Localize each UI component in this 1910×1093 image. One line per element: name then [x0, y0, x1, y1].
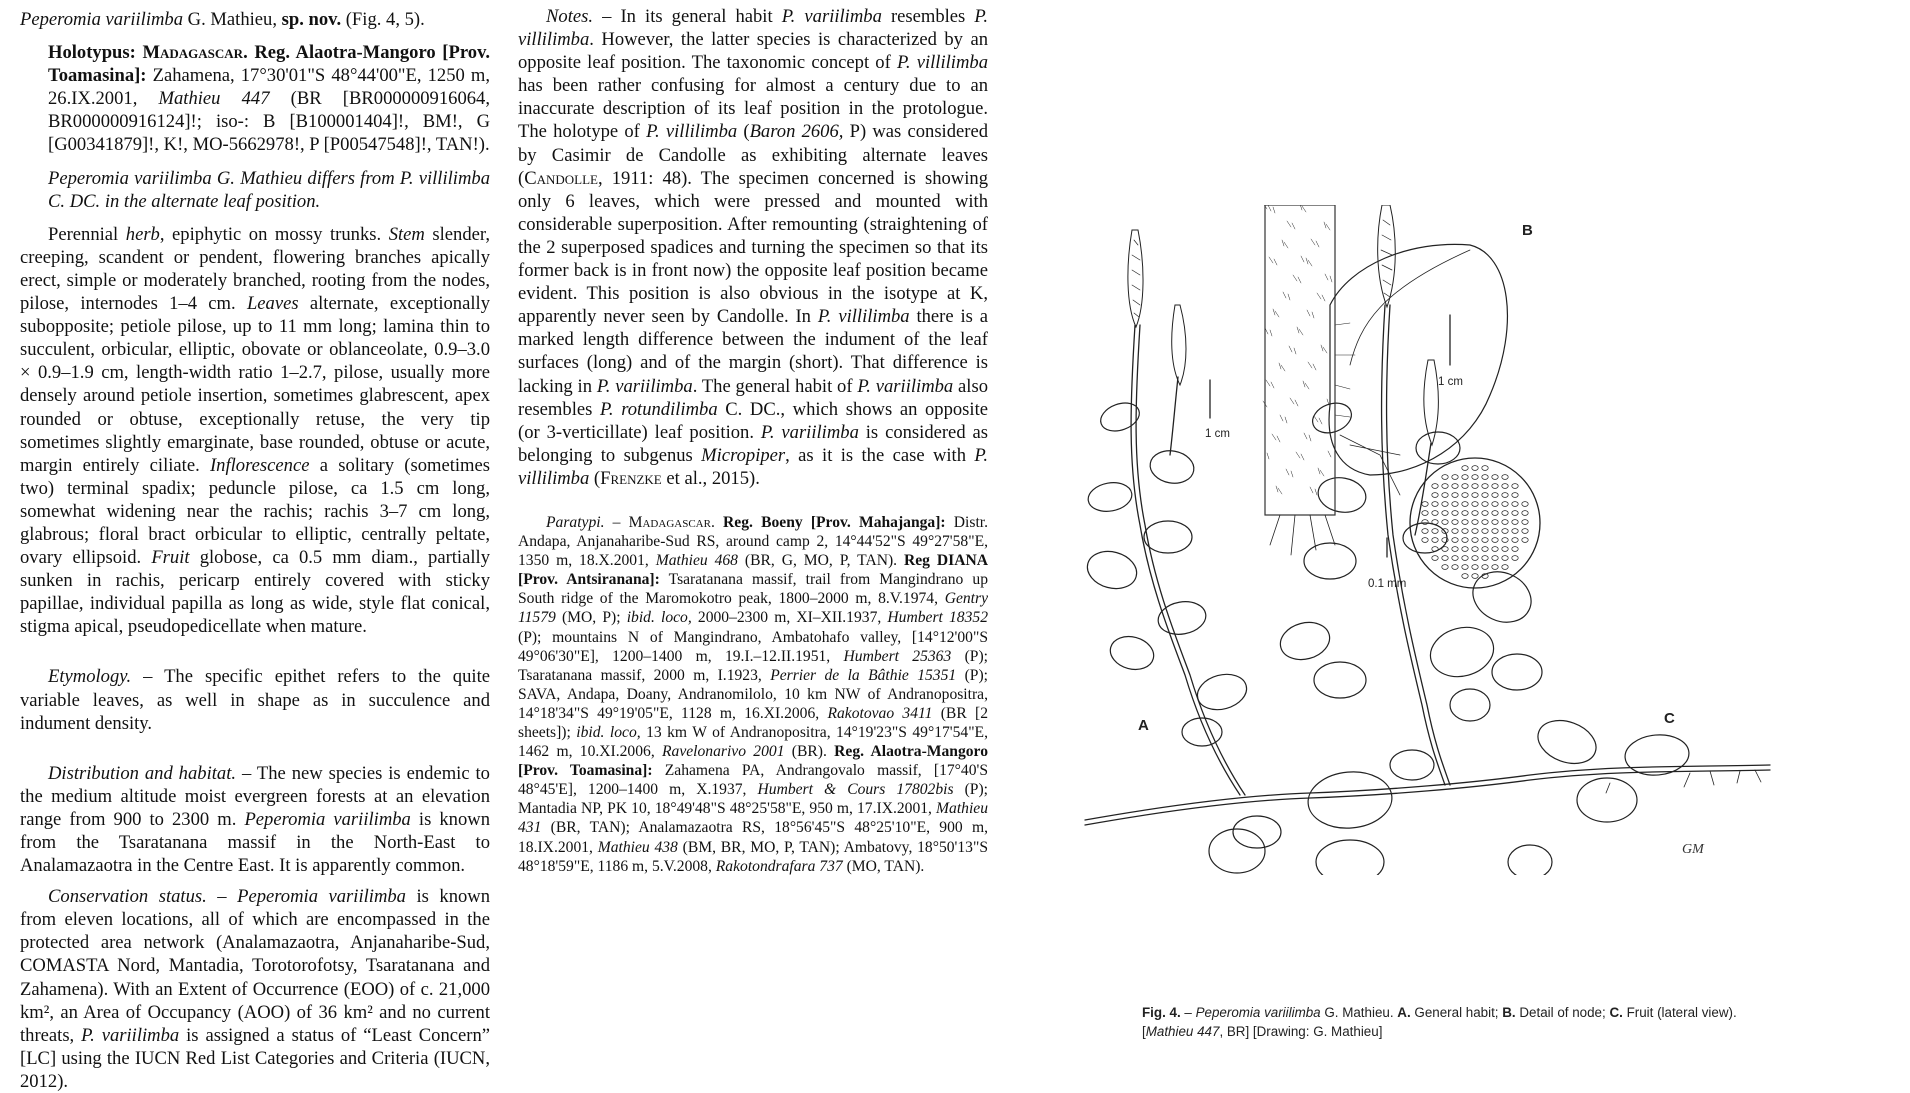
text-run: P. variilimba [781, 6, 882, 27]
papilla [1482, 484, 1488, 489]
papilla [1472, 538, 1478, 543]
text-run: Mathieu 447 [1145, 1024, 1220, 1039]
scale-label-c: 0.1 mm [1368, 578, 1407, 590]
text-run: General habit; [1410, 1005, 1503, 1020]
hair [1294, 348, 1296, 354]
papilla [1502, 556, 1508, 561]
papilla [1482, 529, 1488, 534]
panel-label-b: B [1522, 222, 1533, 239]
hair [1275, 311, 1279, 317]
papilla [1442, 547, 1448, 552]
papilla [1522, 538, 1528, 543]
text-run: (BR, G, MO, P, TAN). [737, 552, 904, 570]
text-run: . However, the latter species is characterized by an opposite leaf position. The taxonomic concept of [518, 29, 988, 74]
papilla [1512, 484, 1518, 489]
papilla [1472, 529, 1478, 534]
hair [1274, 259, 1277, 265]
text-run: – In its general habit [593, 6, 782, 27]
papilla [1472, 484, 1478, 489]
text-run: 2000–2300 m, XI–XII.1937, [691, 609, 888, 627]
text-run: has been rather confusing for almost a century due to an inaccurate description of its leaf position in the protologue. The holotype of [518, 75, 988, 143]
papilla [1462, 511, 1468, 516]
papilla [1462, 466, 1468, 471]
text-run: ( [737, 121, 750, 143]
text-run: (MO, P); [555, 609, 627, 627]
text-run: G. Mathieu. [1320, 1005, 1398, 1020]
text-run: P. villilimba [518, 6, 988, 51]
text-run: Reg. Alaotra-Mangoro [Prov. Toamasina]: [518, 743, 988, 780]
papilla [1442, 502, 1448, 507]
text-run: Mathieu 438 [597, 838, 678, 856]
text-run: Candolle [524, 167, 598, 189]
text-run: Rakotovao 3411 [827, 704, 933, 722]
hair [1293, 275, 1297, 281]
hair [1283, 292, 1286, 298]
species-name: Peperomia variilimba [20, 9, 184, 30]
hair [1323, 347, 1327, 353]
hair [1266, 380, 1270, 386]
papilla [1492, 484, 1498, 489]
hair [1300, 205, 1302, 210]
papilla [1482, 547, 1488, 552]
papilla [1452, 565, 1458, 570]
papilla [1502, 502, 1508, 507]
papilla [1502, 538, 1508, 543]
notes-paragraph [518, 5, 988, 490]
panel-label-c: C [1664, 710, 1675, 727]
text-run: (BR [2 sheets]); [518, 704, 988, 741]
hair [1277, 436, 1280, 442]
papilla [1482, 511, 1488, 516]
text-run: Fruit [151, 547, 190, 569]
papilla [1502, 475, 1508, 480]
papilla [1422, 538, 1428, 543]
papilla [1432, 484, 1438, 489]
papilla [1492, 547, 1498, 552]
text-run: (MO, TAN). [842, 857, 925, 875]
papilla [1482, 475, 1488, 480]
papilla [1442, 484, 1448, 489]
scale-label-a: 1 cm [1205, 428, 1230, 440]
text-run: , BR] [Drawing: G. Mathieu] [1219, 1024, 1383, 1039]
papilla [1432, 502, 1438, 507]
papilla [1472, 556, 1478, 561]
papilla [1432, 529, 1438, 534]
hair [1314, 416, 1318, 422]
distribution-paragraph: Distribution and habitat. – The new species is endemic to the medium altitude moist evergreen forests at an elevation range from 900 to 2300 m. Peperomia variilimba is known from the Tsaratanana massif in the North-East to Analamazaotra in the Centre East. It is apparently common. [20, 762, 490, 877]
hair [1316, 241, 1319, 247]
figure-caption [1142, 1003, 1882, 1041]
papilla [1462, 502, 1468, 507]
middle-spike [1378, 205, 1396, 307]
text-run: Ravelonarivo 2001 [662, 743, 785, 761]
text-run: Humbert 18352 [887, 609, 988, 627]
text-run: Reg DIANA [Prov. Antsiranana]: [518, 552, 989, 589]
text-run: , as it is the case with [785, 444, 975, 466]
papilla [1432, 493, 1438, 498]
papilla [1462, 529, 1468, 534]
text-run: P. villilimba [817, 306, 910, 328]
left-text-column [20, 0, 490, 1093]
papilla [1482, 556, 1488, 561]
papilla [1492, 502, 1498, 507]
text-run: herb [125, 223, 160, 245]
hair [1299, 329, 1303, 335]
etymology-paragraph: Etymology. – The specific epithet refers to the quite variable leaves, as well in shape as in succulence and indument density. [20, 666, 490, 734]
text-run: P. variilimba [760, 421, 859, 443]
text-run: P. rotundilimba [599, 398, 718, 420]
papilla [1512, 493, 1518, 498]
text-run: a solitary (sometimes two) terminal spadix; peduncle pilose, ca 1.5 cm long, somewhat widening near the rachis; rachis 3–7 cm long, glabrous; floral bract orbicular to elliptic, centrally peltate, ovary ellipsoid. [20, 454, 490, 569]
hair [1288, 294, 1290, 300]
papilla [1482, 565, 1488, 570]
hair [1310, 487, 1313, 493]
hair [1328, 451, 1331, 457]
papilla [1452, 529, 1458, 534]
papilla [1512, 529, 1518, 534]
papilla [1442, 493, 1448, 498]
text-run: . The general habit of [692, 375, 858, 397]
text-run: also resembles [518, 375, 988, 420]
text-run: Reg. Boeny [Prov. Mahajanga]: [723, 513, 946, 531]
text-run: ibid. loco, [576, 724, 641, 741]
papilla [1422, 520, 1428, 525]
text-run: (BR). [784, 743, 835, 761]
conservation-paragraph: Conservation status. – Peperomia variilimba is known from eleven locations, all of which are encompassed in the protected area network (Analamazaotra, Anjanaharibe-Sud, COMASTA Nord, Mantadia, Torotorofotsy, Tsaratanana and Zahamena). With an Extent of Occurrence (EOO) of c. 21,000 km², an Area of Occupancy (AOO) of 36 km² and no current threats, P. variilimba is assigned a status of “Least Concern” [LC] using the IUCN Red List Categories and Criteria (IUCN, 2012). [20, 886, 491, 1092]
text-run: Baron 2606, [749, 121, 844, 143]
papilla [1492, 493, 1498, 498]
text-run: Perrier de la Bâthie 15351 [770, 666, 957, 684]
hair [1287, 221, 1291, 227]
papilla [1492, 538, 1498, 543]
papilla [1432, 520, 1438, 525]
species-heading: Peperomia variilimba G. Mathieu, sp. nov. (Fig. 4, 5). [20, 9, 425, 30]
papilla [1522, 520, 1528, 525]
papilla [1512, 547, 1518, 552]
text-run: P. variilimba [857, 375, 954, 397]
artist-signature: GM [1682, 842, 1704, 857]
hair [1315, 489, 1317, 495]
text-run: [ [1142, 1024, 1146, 1039]
papilla [1482, 502, 1488, 507]
text-run: P. villilimba [646, 121, 738, 143]
text-run: (P); Mantadia NP, PK 10, 18°49'48"S 48°25'58"E, 950 m, 17.IX.2001, [518, 781, 989, 818]
papilla [1472, 475, 1478, 480]
hair [1303, 381, 1305, 387]
papilla [1442, 511, 1448, 516]
papilla [1492, 511, 1498, 516]
papilla [1492, 529, 1498, 534]
hair [1302, 206, 1306, 212]
hair [1276, 486, 1278, 492]
papilla [1502, 520, 1508, 525]
papilla [1522, 502, 1528, 507]
papilla [1432, 547, 1438, 552]
hair [1295, 400, 1298, 406]
hair [1324, 222, 1326, 228]
hair [1285, 417, 1287, 423]
text-run: P) was considered by Casimir de Candolle as exhibiting alternate leaves ( [518, 121, 989, 189]
papilla [1502, 565, 1508, 570]
hair [1308, 260, 1312, 266]
papilla [1512, 511, 1518, 516]
text-run: Micropiper [701, 444, 786, 466]
papilla [1452, 511, 1458, 516]
papilla [1472, 466, 1478, 471]
hair [1292, 223, 1295, 229]
papilla [1462, 547, 1468, 552]
papilla [1482, 493, 1488, 498]
hair [1308, 362, 1312, 368]
papilla [1462, 493, 1468, 498]
papilla [1492, 520, 1498, 525]
papilla [1462, 565, 1468, 570]
text-run: Gentry 11579 [518, 590, 988, 627]
text-run: – [604, 513, 629, 531]
papilla [1452, 547, 1458, 552]
papilla [1492, 565, 1498, 570]
text-run: Perennial [48, 223, 126, 245]
text-run: Peperomia variilimba [1195, 1005, 1321, 1020]
text-run: Mathieu 468 [655, 552, 738, 570]
hair [1317, 293, 1321, 299]
hair [1269, 257, 1273, 263]
hair [1291, 471, 1293, 477]
papilla [1472, 547, 1478, 552]
papilla [1442, 556, 1448, 561]
hair [1309, 435, 1311, 441]
papilla [1472, 493, 1478, 498]
papilla [1522, 529, 1528, 534]
hair [1273, 207, 1275, 213]
hair [1270, 330, 1272, 336]
text-run: (P); mountains N of Mangindrano, Ambatohafo valley, [14°12'00"S 49°06'30"E], 1200–1400 m, 19.I.–12.II.1951, [518, 628, 988, 665]
hair [1267, 453, 1269, 459]
text-run: globose, ca 0.5 mm diam., partially sunken in rachis, pericarp entirely covered with sticky papillae, individual papilla as long as wide, style flat conical, stigma apical, pseudopedicellate when mature. [20, 547, 490, 638]
papilla [1462, 574, 1468, 579]
papilla [1462, 520, 1468, 525]
text-run: alternate, exceptionally subopposite; petiole pilose, up to 11 mm long; lamina thin to succulent, orbicular, elliptic, obovate or oblanceolate, 0.9–3.0 × 0.9–1.9 cm, length-width ratio 1–2.7, pilose, usually more densely around petiole insertion, sometimes glabrescent, apex rounded or obtuse, exceptionally retuse, the very tip sometimes slightly emarginate, base rounded, obtuse or acute, margin entirely ciliate. [20, 293, 490, 476]
text-run: Detail of node; [1515, 1005, 1610, 1020]
papilla [1452, 538, 1458, 543]
hair [1305, 383, 1309, 389]
papilla [1462, 484, 1468, 489]
papilla [1502, 511, 1508, 516]
text-run: Zahamena PA, Andrangovalo massif, [17°40'S 48°45'E], 1200–1400 m, X.1937, [518, 762, 988, 799]
papilla [1472, 511, 1478, 516]
papilla [1462, 538, 1468, 543]
hair [1301, 256, 1304, 262]
text-run: . [710, 513, 724, 531]
papilla [1452, 484, 1458, 489]
hair [1312, 312, 1314, 318]
text-run: A. [1397, 1005, 1411, 1020]
text-run: Notes. [546, 6, 594, 27]
hair [1272, 434, 1276, 440]
middle-text-column [518, 0, 988, 876]
text-run: (P); Tsaratanana massif, 2000 m, I.1923, [518, 647, 988, 684]
hair [1330, 276, 1332, 282]
papilla [1442, 565, 1448, 570]
text-run: is considered as belonging to subgenus [518, 421, 988, 466]
diagnosis-paragraph: Peperomia variilimba G. Mathieu differs from P. villilimba C. DC. in the alternate leaf position. [48, 167, 490, 212]
papilla [1452, 475, 1458, 480]
hair [1280, 415, 1283, 421]
papilla [1502, 484, 1508, 489]
text-run: et al., 2015). [661, 467, 760, 489]
hair [1297, 327, 1299, 333]
hair [1326, 224, 1330, 230]
papilla [1422, 511, 1428, 516]
hair [1289, 346, 1292, 352]
papilla [1422, 502, 1428, 507]
text-run: ibid. loco, [626, 609, 692, 627]
papilla [1442, 475, 1448, 480]
text-run: (BM, BR, MO, P, TAN); Ambatovy, 18°50'13"S 48°18'59"E, 1186 m, 5.V.2008, [518, 838, 988, 875]
hair [1322, 295, 1325, 301]
papilla [1432, 511, 1438, 516]
hair [1281, 365, 1285, 371]
papilla [1502, 547, 1508, 552]
papilla [1502, 529, 1508, 534]
text-run: Fruit (lateral view). [1622, 1005, 1737, 1020]
text-run: Inflorescence [209, 454, 310, 476]
papilla [1492, 556, 1498, 561]
text-run: Paratypi. [546, 513, 605, 531]
papilla [1512, 502, 1518, 507]
papilla [1422, 529, 1428, 534]
papilla [1472, 520, 1478, 525]
papilla [1452, 493, 1458, 498]
text-run: , epiphytic on mossy trunks. [159, 223, 389, 245]
hair [1306, 258, 1308, 264]
papilla [1462, 556, 1468, 561]
hair [1318, 468, 1320, 474]
papilla [1452, 556, 1458, 561]
hair [1273, 309, 1275, 315]
text-run: Rakotondrafara 737 [715, 857, 843, 875]
papilla [1432, 556, 1438, 561]
papilla [1462, 475, 1468, 480]
text-run: Leaves [246, 293, 299, 315]
text-run: C. [1609, 1005, 1623, 1020]
hair [1319, 418, 1322, 424]
hair [1279, 363, 1281, 369]
holotype-paragraph: Holotypus: Madagascar. Reg. Alaotra-Mangoro [Prov. Toamasina]: Zahamena, 17°30'01"S 48°44'00"E, 1250 m, 26.IX.2001, Mathieu 447 (BR [BR000000916064, BR000000916124]!; iso-: B [B100001404]!, BM!, G [G00341879]!, K!, MO-5662978!, P [P00547548]!, TAN!). [48, 42, 490, 156]
hair [1301, 454, 1304, 460]
text-run: P. variilimba [596, 375, 693, 397]
description-paragraph [20, 223, 490, 639]
papilla [1492, 475, 1498, 480]
hair [1284, 242, 1288, 248]
papilla [1452, 502, 1458, 507]
figure-4-illustration [1050, 205, 1880, 875]
hair [1282, 240, 1284, 246]
papilla [1512, 538, 1518, 543]
panel-label-a: A [1138, 717, 1149, 734]
text-run: slender, creeping, scandent or pendent, flowering branches apically erect, simple or moderately branched, rooting from the nodes, pilose, internodes 1–4 cm. [20, 223, 490, 315]
papilla [1442, 520, 1448, 525]
second-spike [1172, 305, 1186, 385]
text-run: Frenzke [600, 467, 662, 489]
text-run: C. DC., which shows an opposite (or 3-verticillate) leaf position. [518, 398, 988, 443]
papilla [1482, 466, 1488, 471]
text-run: Distr. Andapa, Anjanaharibe-Sud RS, around camp 2, 14°44'52"S 49°27'58"E, 1350 m, 18.X.2001, [518, 513, 989, 570]
text-run: Tsaratanana massif, trail from Mangindrano up South ridge of the Maromokotro peak, 1800–2000 m, 8.V.1974, [518, 571, 988, 608]
papilla [1432, 538, 1438, 543]
hair [1298, 277, 1301, 283]
left-spike [1128, 230, 1143, 327]
text-run: (P); SAVA, Andapa, Doany, Andranomilolo, 10 km NW of Andranopositra, 14°18'34"S 49°19'05"E, 1128 m, 16.XI.2006, [518, 666, 988, 722]
papilla [1472, 574, 1478, 579]
hair [1271, 382, 1274, 388]
text-run: there is a marked length difference between the indument of the leaf surfaces (long) and of the margin (short). That difference is lacking in [518, 306, 988, 397]
text-run: ( [589, 467, 601, 489]
text-run: P. villilimba [518, 444, 988, 489]
hair [1286, 469, 1289, 475]
papilla [1512, 556, 1518, 561]
text-run: P. villilimba [896, 52, 988, 74]
hair [1320, 470, 1324, 476]
papilla [1472, 565, 1478, 570]
text-run: Mathieu 431 [518, 800, 988, 837]
text-run: – [1180, 1005, 1196, 1020]
hair [1311, 239, 1315, 245]
hair [1313, 364, 1316, 370]
hair [1321, 345, 1323, 351]
papilla [1482, 520, 1488, 525]
hair [1304, 433, 1307, 439]
hair [1307, 310, 1310, 316]
text-run: resembles [881, 6, 975, 27]
hair [1296, 452, 1300, 458]
hair [1325, 274, 1328, 280]
text-run: B. [1502, 1005, 1516, 1020]
papilla [1502, 493, 1508, 498]
text-run: Fig. 4. [1142, 1005, 1181, 1020]
papilla [1522, 511, 1528, 516]
text-run: Madagascar [628, 513, 711, 531]
papilla [1482, 538, 1488, 543]
papilla [1452, 520, 1458, 525]
text-run: Humbert & Cours 17802bis [757, 781, 954, 799]
hair [1290, 398, 1294, 404]
scale-label-b: 1 cm [1438, 376, 1463, 388]
text-run: , 1911: 48). The specimen concerned is showing only 6 leaves, which were pressed and mounted with considerable superposition. After remounting (straightening of the 2 superposed spadices and turning the specimen so that its former back is in front now) the opposite leaf position became evident. This position is also obvious in the isotype at K, apparently never seen by Candolle. In [518, 167, 988, 328]
text-run: (BR, TAN); Analamazaotra RS, 18°56'45"S 48°25'10"E, 900 m, 18.IX.2001, [518, 819, 988, 856]
paratypi-paragraph [518, 513, 988, 876]
text-run: Humbert 25363 [843, 647, 952, 665]
papilla [1472, 502, 1478, 507]
hair [1268, 205, 1271, 211]
botanical-drawing [1050, 205, 1880, 875]
text-run: 13 km W of Andranopositra, 14°19'23"S 49°17'54"E, 1462 m, 10.XI.2006, [518, 724, 988, 761]
papilla [1512, 520, 1518, 525]
text-run: Stem [388, 223, 425, 245]
hair [1278, 488, 1282, 494]
